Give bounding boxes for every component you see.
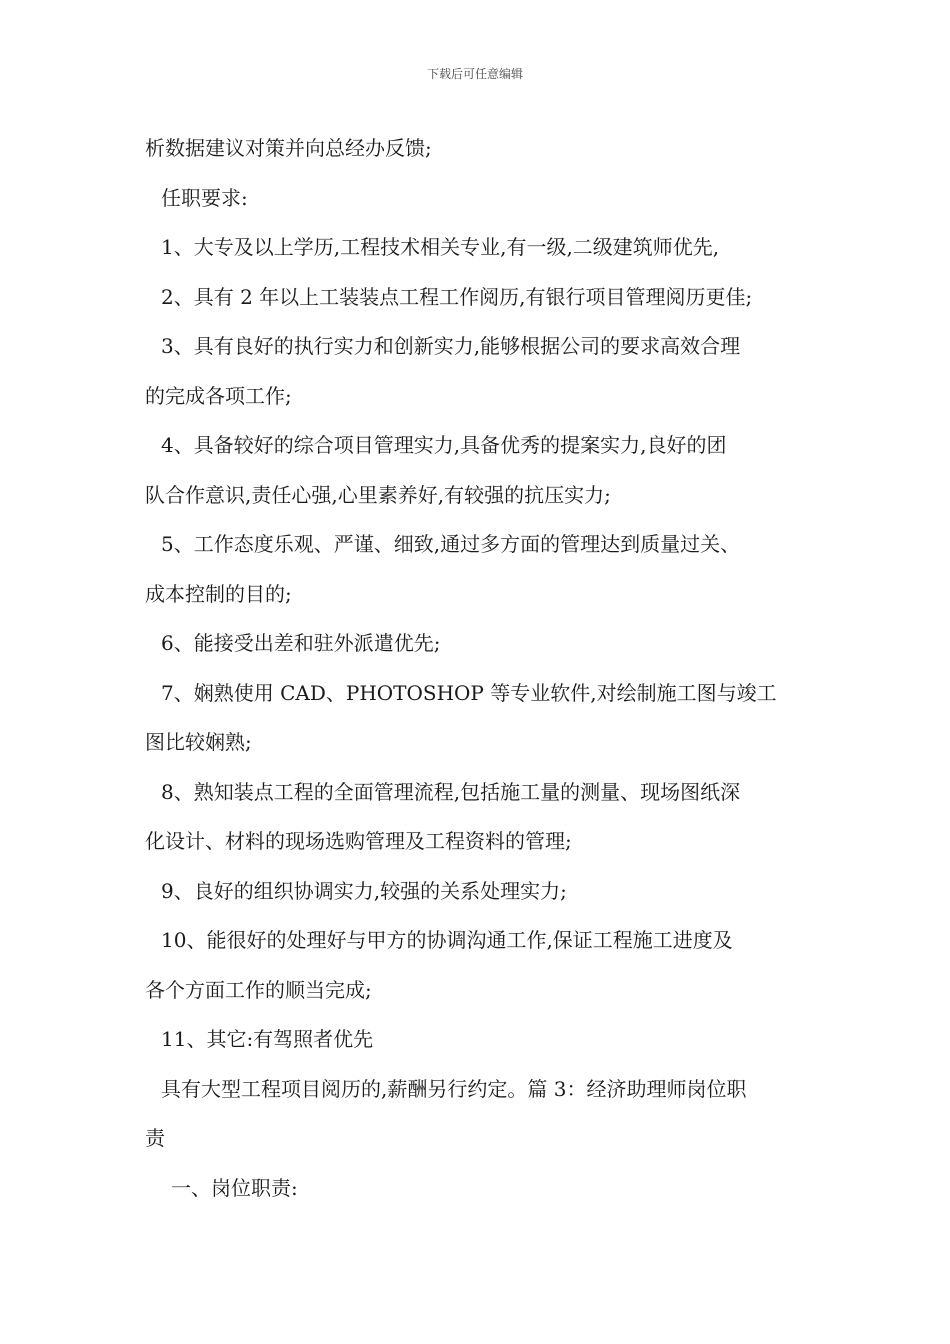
text-line: 7、娴熟使用 CAD、PHOTOSHOP 等专业软件,对绘制施工图与竣工 (161, 680, 777, 705)
text-line: 析数据建议对策并向总经办反馈; (145, 136, 432, 160)
text-line: 任职要求: (161, 185, 248, 210)
text-line: 3、具有良好的执行实力和创新实力,能够根据公司的要求高效合理 (161, 334, 741, 358)
text-line: 6、能接受出差和驻外派遣优先; (161, 631, 441, 655)
text-line: 队合作意识,责任心强,心里素养好,有较强的抗压实力; (145, 482, 611, 507)
text-line: 图比较娴熟; (145, 730, 252, 754)
text-line: 成本控制的目的; (145, 581, 292, 606)
text-line: 1、大专及以上学历,工程技术相关专业,有一级,二级建筑师优先, (161, 235, 720, 259)
text-line: 一、岗位职责: (171, 1175, 298, 1200)
text-line: 的完成各项工作; (145, 383, 292, 408)
text-line: 2、具有 2 年以上工装装点工程工作阅历,有银行项目管理阅历更佳; (161, 284, 753, 309)
page-header: 下载后可任意编辑 (426, 67, 523, 81)
text-line: 9、良好的组织协调实力,较强的关系处理实力; (161, 878, 567, 903)
text-line: 具有大型工程项目阅历的,薪酬另行约定。篇 3：经济助理师岗位职 (161, 1076, 747, 1101)
text-line: 化设计、材料的现场选购管理及工程资料的管理; (145, 829, 572, 853)
text-line: 责 (145, 1126, 165, 1150)
text-line: 5、工作态度乐观、严谨、细致,通过多方面的管理达到质量过关、 (161, 532, 741, 556)
text-line: 11、其它:有驾照者优先 (161, 1027, 374, 1051)
text-line: 8、熟知装点工程的全面管理流程,包括施工量的测量、现场图纸深 (161, 779, 741, 804)
text-line: 4、具备较好的综合项目管理实力,具备优秀的提案实力,良好的团 (161, 433, 727, 457)
document-body (145, 124, 810, 1213)
text-line: 10、能很好的处理好与甲方的协调沟通工作,保证工程施工进度及 (161, 928, 733, 952)
text-line: 各个方面工作的顺当完成; (145, 977, 372, 1002)
